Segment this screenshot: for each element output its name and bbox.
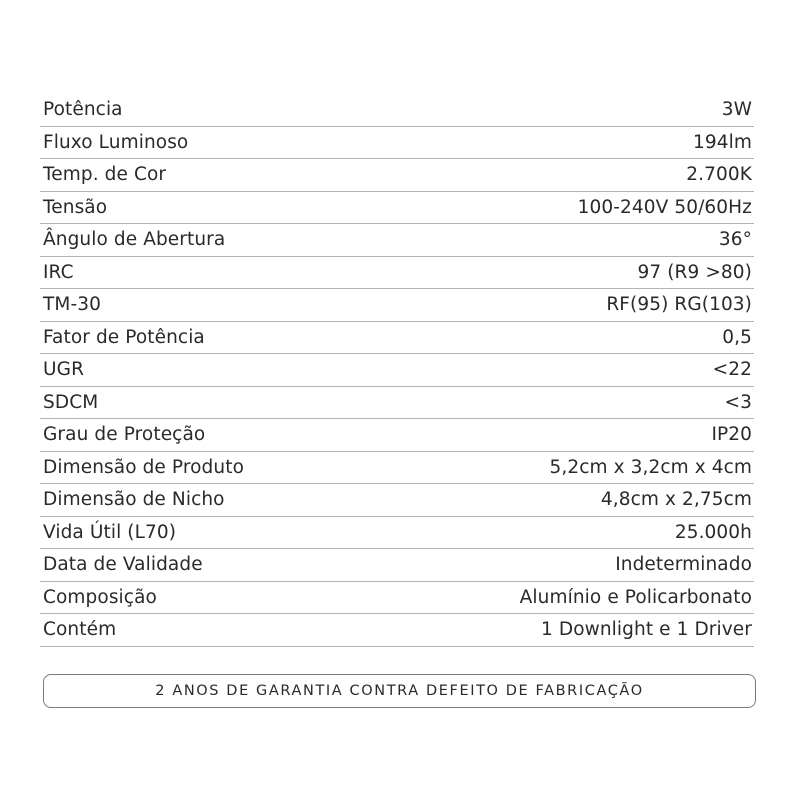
spec-label: TM-30 [43, 294, 101, 316]
spec-label: Dimensão de Nicho [43, 489, 225, 511]
spec-table [40, 94, 754, 647]
spec-label: Vida Útil (L70) [43, 521, 177, 543]
spec-row-temp-de-cor [40, 159, 754, 192]
spec-value: RF(95) RG(103) [606, 294, 752, 316]
spec-label: Temp. de Cor [43, 164, 167, 186]
spec-value: 194lm [693, 131, 752, 153]
spec-row-sdcm [40, 387, 754, 420]
spec-row-angulo-de-abertura [40, 224, 754, 257]
spec-row-dimensao-de-nicho [40, 484, 754, 517]
spec-value: <3 [724, 391, 752, 413]
spec-value: 36° [718, 229, 752, 251]
spec-label: Fator de Potência [43, 326, 205, 348]
spec-row-data-de-validade [40, 549, 754, 582]
spec-label: Contém [43, 619, 117, 641]
spec-label: IRC [43, 261, 74, 283]
spec-row-potencia [40, 94, 754, 127]
spec-row-fluxo-luminoso [40, 127, 754, 160]
spec-row-ugr [40, 354, 754, 387]
spec-row-irc [40, 257, 754, 290]
warranty-text: 2 ANOS DE GARANTIA CONTRA DEFEITO DE FABRICAÇÃO [155, 683, 644, 699]
spec-label: Tensão [43, 196, 108, 218]
spec-value: 5,2cm x 3,2cm x 4cm [549, 456, 752, 478]
spec-row-tensao [40, 192, 754, 225]
spec-value: 2.700K [686, 164, 752, 186]
spec-value: 1 Downlight e 1 Driver [541, 619, 752, 641]
spec-label: Fluxo Luminoso [43, 131, 189, 153]
spec-row-composicao [40, 582, 754, 615]
spec-label: Composição [43, 586, 157, 608]
spec-value: 97 (R9 >80) [637, 261, 752, 283]
spec-label: Ângulo de Abertura [43, 229, 226, 251]
spec-row-vida-util [40, 517, 754, 550]
spec-value: Indeterminado [615, 554, 752, 576]
spec-label: Dimensão de Produto [43, 456, 244, 478]
spec-value: 4,8cm x 2,75cm [600, 489, 752, 511]
warranty-banner [43, 674, 756, 708]
spec-row-dimensao-de-produto [40, 452, 754, 485]
spec-row-fator-de-potencia [40, 322, 754, 355]
spec-value: <22 [712, 359, 752, 381]
spec-label: Grau de Proteção [43, 424, 206, 446]
spec-label: SDCM [43, 391, 99, 413]
spec-row-grau-de-protecao [40, 419, 754, 452]
spec-value: IP20 [711, 424, 752, 446]
spec-value: Alumínio e Policarbonato [519, 586, 752, 608]
spec-label: Potência [43, 99, 123, 121]
spec-value: 25.000h [674, 521, 752, 543]
spec-value: 3W [721, 99, 752, 121]
spec-row-contem [40, 614, 754, 647]
spec-row-tm-30 [40, 289, 754, 322]
spec-value: 100-240V 50/60Hz [577, 196, 752, 218]
spec-value: 0,5 [722, 326, 752, 348]
spec-label: Data de Validade [43, 554, 203, 576]
spec-label: UGR [43, 359, 85, 381]
